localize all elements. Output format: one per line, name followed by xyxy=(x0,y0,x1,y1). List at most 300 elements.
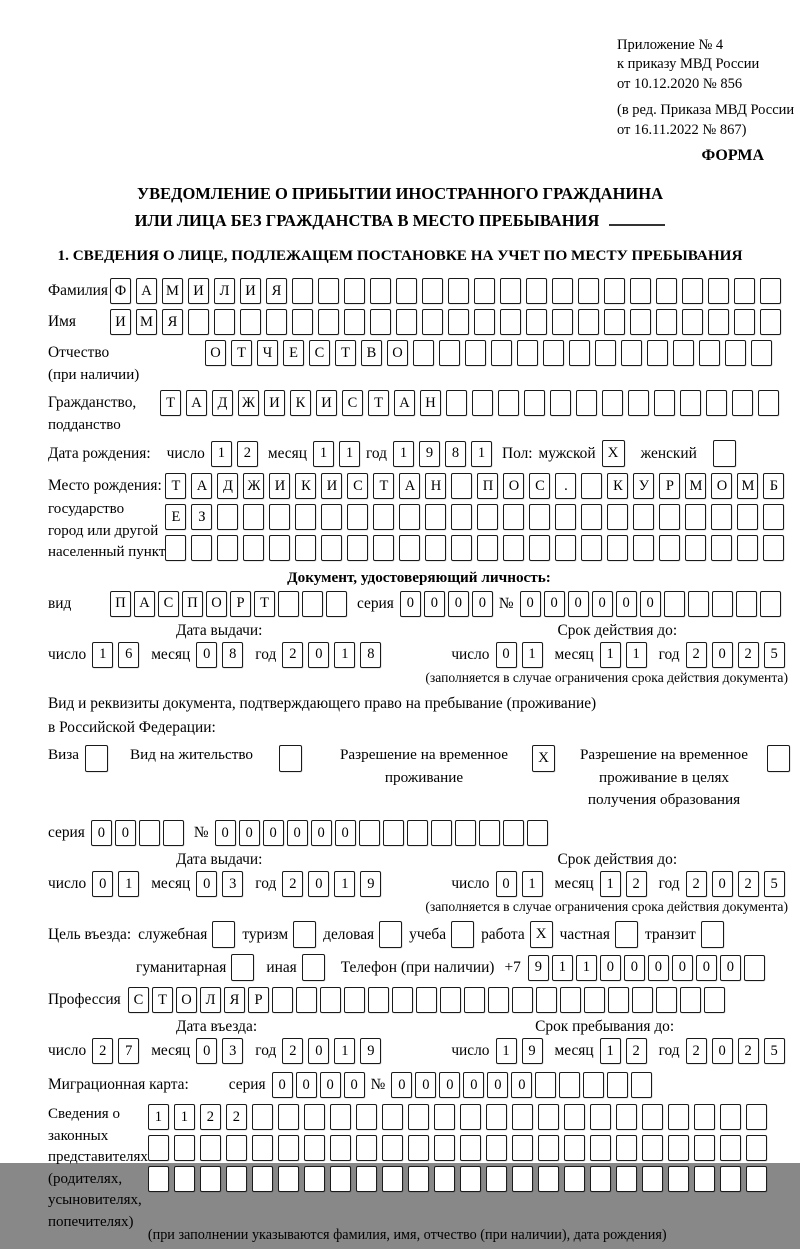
char-cell[interactable] xyxy=(680,987,701,1013)
char-cell[interactable] xyxy=(330,1166,351,1192)
char-cell[interactable] xyxy=(621,340,642,366)
char-cell[interactable] xyxy=(460,1135,481,1161)
char-cell[interactable] xyxy=(408,1135,429,1161)
char-cell[interactable] xyxy=(694,1135,715,1161)
char-cell[interactable] xyxy=(269,535,290,561)
char-cell[interactable] xyxy=(304,1135,325,1161)
char-cell[interactable] xyxy=(396,309,417,335)
char-cell[interactable]: 0 xyxy=(92,871,113,897)
char-cell[interactable] xyxy=(656,309,677,335)
char-cell[interactable]: 0 xyxy=(424,591,445,617)
char-cell[interactable]: М xyxy=(136,309,157,335)
purpose-official-checkbox[interactable] xyxy=(212,921,235,948)
char-cell[interactable] xyxy=(529,504,550,530)
char-cell[interactable]: А xyxy=(186,390,207,416)
char-cell[interactable] xyxy=(451,473,472,499)
char-cell[interactable]: О xyxy=(205,340,226,366)
char-cell[interactable] xyxy=(751,340,772,366)
char-cell[interactable] xyxy=(416,987,437,1013)
char-cell[interactable] xyxy=(659,535,680,561)
char-cell[interactable] xyxy=(373,535,394,561)
char-cell[interactable] xyxy=(392,987,413,1013)
char-cell[interactable]: Ф xyxy=(110,278,131,304)
char-cell[interactable] xyxy=(370,309,391,335)
temp-residence-checkbox[interactable]: X xyxy=(532,745,555,772)
char-cell[interactable]: 0 xyxy=(472,591,493,617)
char-cell[interactable]: Ч xyxy=(257,340,278,366)
char-cell[interactable]: 1 xyxy=(552,955,573,981)
char-cell[interactable] xyxy=(560,987,581,1013)
char-cell[interactable]: Т xyxy=(373,473,394,499)
char-cell[interactable]: 1 xyxy=(496,1038,517,1064)
char-cell[interactable]: Я xyxy=(162,309,183,335)
purpose-transit-checkbox[interactable] xyxy=(701,921,724,948)
char-cell[interactable] xyxy=(304,1104,325,1130)
char-cell[interactable] xyxy=(486,1166,507,1192)
char-cell[interactable]: 0 xyxy=(196,642,217,668)
char-cell[interactable]: 0 xyxy=(311,820,332,846)
char-cell[interactable] xyxy=(711,535,732,561)
char-cell[interactable] xyxy=(368,987,389,1013)
char-cell[interactable] xyxy=(434,1135,455,1161)
char-cell[interactable]: 0 xyxy=(91,820,112,846)
char-cell[interactable] xyxy=(479,820,500,846)
char-cell[interactable] xyxy=(356,1166,377,1192)
char-cell[interactable]: 2 xyxy=(738,642,759,668)
sex-female-checkbox[interactable] xyxy=(713,440,736,467)
char-cell[interactable]: Т xyxy=(152,987,173,1013)
char-cell[interactable] xyxy=(616,1135,637,1161)
char-cell[interactable] xyxy=(630,309,651,335)
char-cell[interactable] xyxy=(512,1135,533,1161)
char-cell[interactable] xyxy=(656,987,677,1013)
char-cell[interactable]: Т xyxy=(368,390,389,416)
char-cell[interactable] xyxy=(431,820,452,846)
char-cell[interactable] xyxy=(654,390,675,416)
char-cell[interactable] xyxy=(744,955,765,981)
char-cell[interactable]: Ж xyxy=(243,473,264,499)
char-cell[interactable]: 1 xyxy=(334,642,355,668)
char-cell[interactable] xyxy=(746,1104,767,1130)
char-cell[interactable] xyxy=(664,591,685,617)
char-cell[interactable]: Д xyxy=(212,390,233,416)
char-cell[interactable] xyxy=(252,1104,273,1130)
char-cell[interactable] xyxy=(383,820,404,846)
char-cell[interactable]: 0 xyxy=(287,820,308,846)
char-cell[interactable] xyxy=(477,504,498,530)
char-cell[interactable] xyxy=(694,1166,715,1192)
char-cell[interactable]: 1 xyxy=(118,871,139,897)
char-cell[interactable] xyxy=(139,820,160,846)
char-cell[interactable]: 1 xyxy=(211,441,232,467)
char-cell[interactable]: Я xyxy=(224,987,245,1013)
char-cell[interactable] xyxy=(500,278,521,304)
char-cell[interactable]: 2 xyxy=(686,1038,707,1064)
char-cell[interactable]: М xyxy=(737,473,758,499)
char-cell[interactable] xyxy=(477,535,498,561)
char-cell[interactable]: 0 xyxy=(544,591,565,617)
residence-permit-checkbox[interactable] xyxy=(279,745,302,772)
char-cell[interactable]: 8 xyxy=(222,642,243,668)
char-cell[interactable]: 9 xyxy=(360,1038,381,1064)
char-cell[interactable]: 2 xyxy=(686,871,707,897)
char-cell[interactable] xyxy=(455,820,476,846)
char-cell[interactable] xyxy=(226,1166,247,1192)
purpose-work-checkbox[interactable]: X xyxy=(530,921,553,948)
char-cell[interactable]: 1 xyxy=(174,1104,195,1130)
char-cell[interactable]: 2 xyxy=(282,871,303,897)
char-cell[interactable] xyxy=(491,340,512,366)
char-cell[interactable] xyxy=(708,278,729,304)
char-cell[interactable]: 9 xyxy=(419,441,440,467)
char-cell[interactable]: 0 xyxy=(391,1072,412,1098)
char-cell[interactable]: 1 xyxy=(393,441,414,467)
char-cell[interactable] xyxy=(607,535,628,561)
char-cell[interactable] xyxy=(704,987,725,1013)
char-cell[interactable]: Е xyxy=(283,340,304,366)
char-cell[interactable]: 1 xyxy=(148,1104,169,1130)
char-cell[interactable]: П xyxy=(110,591,131,617)
char-cell[interactable]: А xyxy=(191,473,212,499)
char-cell[interactable]: 1 xyxy=(334,871,355,897)
char-cell[interactable] xyxy=(472,390,493,416)
char-cell[interactable]: О xyxy=(503,473,524,499)
char-cell[interactable] xyxy=(295,535,316,561)
char-cell[interactable]: 0 xyxy=(415,1072,436,1098)
char-cell[interactable] xyxy=(474,278,495,304)
char-cell[interactable] xyxy=(632,987,653,1013)
char-cell[interactable] xyxy=(706,390,727,416)
char-cell[interactable] xyxy=(382,1104,403,1130)
char-cell[interactable] xyxy=(347,535,368,561)
char-cell[interactable]: 0 xyxy=(400,591,421,617)
char-cell[interactable] xyxy=(486,1104,507,1130)
char-cell[interactable] xyxy=(576,390,597,416)
char-cell[interactable] xyxy=(413,340,434,366)
char-cell[interactable]: 0 xyxy=(344,1072,365,1098)
char-cell[interactable]: 0 xyxy=(568,591,589,617)
char-cell[interactable] xyxy=(464,987,485,1013)
char-cell[interactable]: И xyxy=(240,278,261,304)
char-cell[interactable] xyxy=(240,309,261,335)
char-cell[interactable] xyxy=(535,1072,556,1098)
char-cell[interactable]: 2 xyxy=(282,642,303,668)
char-cell[interactable] xyxy=(214,309,235,335)
char-cell[interactable] xyxy=(174,1135,195,1161)
char-cell[interactable] xyxy=(434,1166,455,1192)
char-cell[interactable] xyxy=(732,390,753,416)
char-cell[interactable] xyxy=(555,504,576,530)
char-cell[interactable]: К xyxy=(607,473,628,499)
char-cell[interactable] xyxy=(711,504,732,530)
char-cell[interactable] xyxy=(498,390,519,416)
char-cell[interactable] xyxy=(373,504,394,530)
char-cell[interactable]: Т xyxy=(165,473,186,499)
char-cell[interactable]: Р xyxy=(230,591,251,617)
char-cell[interactable]: 9 xyxy=(360,871,381,897)
char-cell[interactable]: М xyxy=(685,473,706,499)
char-cell[interactable] xyxy=(552,278,573,304)
char-cell[interactable] xyxy=(344,987,365,1013)
char-cell[interactable] xyxy=(642,1135,663,1161)
char-cell[interactable]: И xyxy=(264,390,285,416)
char-cell[interactable] xyxy=(460,1166,481,1192)
char-cell[interactable] xyxy=(604,278,625,304)
char-cell[interactable]: 5 xyxy=(764,642,785,668)
char-cell[interactable] xyxy=(642,1166,663,1192)
char-cell[interactable]: 0 xyxy=(712,642,733,668)
char-cell[interactable] xyxy=(616,1166,637,1192)
char-cell[interactable] xyxy=(474,309,495,335)
char-cell[interactable] xyxy=(543,340,564,366)
char-cell[interactable] xyxy=(595,340,616,366)
char-cell[interactable] xyxy=(330,1104,351,1130)
char-cell[interactable]: К xyxy=(295,473,316,499)
char-cell[interactable] xyxy=(292,309,313,335)
char-cell[interactable] xyxy=(296,987,317,1013)
char-cell[interactable] xyxy=(503,504,524,530)
char-cell[interactable] xyxy=(269,504,290,530)
char-cell[interactable] xyxy=(425,504,446,530)
char-cell[interactable]: Р xyxy=(659,473,680,499)
char-cell[interactable] xyxy=(399,504,420,530)
char-cell[interactable] xyxy=(439,340,460,366)
char-cell[interactable] xyxy=(517,340,538,366)
char-cell[interactable] xyxy=(763,504,784,530)
char-cell[interactable]: 2 xyxy=(282,1038,303,1064)
char-cell[interactable]: А xyxy=(136,278,157,304)
char-cell[interactable]: 0 xyxy=(712,871,733,897)
char-cell[interactable]: 0 xyxy=(320,1072,341,1098)
char-cell[interactable] xyxy=(200,1166,221,1192)
char-cell[interactable] xyxy=(630,278,651,304)
char-cell[interactable] xyxy=(446,390,467,416)
char-cell[interactable]: О xyxy=(711,473,732,499)
char-cell[interactable] xyxy=(465,340,486,366)
char-cell[interactable] xyxy=(344,309,365,335)
visa-checkbox[interactable] xyxy=(85,745,108,772)
char-cell[interactable] xyxy=(763,535,784,561)
char-cell[interactable] xyxy=(552,309,573,335)
char-cell[interactable]: П xyxy=(477,473,498,499)
char-cell[interactable]: 0 xyxy=(335,820,356,846)
char-cell[interactable] xyxy=(422,278,443,304)
char-cell[interactable] xyxy=(633,504,654,530)
char-cell[interactable]: Ж xyxy=(238,390,259,416)
char-cell[interactable] xyxy=(318,278,339,304)
char-cell[interactable]: 2 xyxy=(200,1104,221,1130)
char-cell[interactable] xyxy=(407,820,428,846)
char-cell[interactable] xyxy=(760,309,781,335)
char-cell[interactable]: И xyxy=(316,390,337,416)
char-cell[interactable] xyxy=(737,535,758,561)
char-cell[interactable] xyxy=(538,1135,559,1161)
char-cell[interactable] xyxy=(758,390,779,416)
char-cell[interactable]: . xyxy=(555,473,576,499)
char-cell[interactable] xyxy=(608,987,629,1013)
char-cell[interactable] xyxy=(555,535,576,561)
char-cell[interactable] xyxy=(226,1135,247,1161)
char-cell[interactable]: У xyxy=(633,473,654,499)
purpose-humanitarian-checkbox[interactable] xyxy=(231,954,254,981)
char-cell[interactable]: 9 xyxy=(522,1038,543,1064)
char-cell[interactable]: 0 xyxy=(439,1072,460,1098)
char-cell[interactable] xyxy=(526,309,547,335)
char-cell[interactable]: 0 xyxy=(448,591,469,617)
char-cell[interactable] xyxy=(448,278,469,304)
char-cell[interactable]: 3 xyxy=(222,871,243,897)
char-cell[interactable] xyxy=(326,591,347,617)
char-cell[interactable]: К xyxy=(290,390,311,416)
char-cell[interactable]: 0 xyxy=(215,820,236,846)
char-cell[interactable] xyxy=(642,1104,663,1130)
char-cell[interactable]: Т xyxy=(254,591,275,617)
char-cell[interactable] xyxy=(564,1104,585,1130)
char-cell[interactable] xyxy=(266,309,287,335)
char-cell[interactable]: Т xyxy=(335,340,356,366)
char-cell[interactable]: 1 xyxy=(339,441,360,467)
char-cell[interactable] xyxy=(408,1104,429,1130)
sex-male-checkbox[interactable]: X xyxy=(602,440,625,467)
char-cell[interactable] xyxy=(217,535,238,561)
char-cell[interactable]: 0 xyxy=(640,591,661,617)
char-cell[interactable] xyxy=(382,1135,403,1161)
char-cell[interactable] xyxy=(720,1166,741,1192)
char-cell[interactable] xyxy=(191,535,212,561)
char-cell[interactable]: 0 xyxy=(272,1072,293,1098)
char-cell[interactable] xyxy=(188,309,209,335)
purpose-other-checkbox[interactable] xyxy=(302,954,325,981)
char-cell[interactable]: И xyxy=(110,309,131,335)
char-cell[interactable] xyxy=(736,591,757,617)
char-cell[interactable]: 1 xyxy=(626,642,647,668)
char-cell[interactable]: 6 xyxy=(118,642,139,668)
char-cell[interactable]: 5 xyxy=(764,871,785,897)
char-cell[interactable] xyxy=(569,340,590,366)
char-cell[interactable] xyxy=(370,278,391,304)
char-cell[interactable] xyxy=(590,1104,611,1130)
purpose-study-checkbox[interactable] xyxy=(451,921,474,948)
char-cell[interactable]: 0 xyxy=(263,820,284,846)
char-cell[interactable]: Я xyxy=(266,278,287,304)
char-cell[interactable] xyxy=(712,591,733,617)
char-cell[interactable]: И xyxy=(321,473,342,499)
char-cell[interactable]: 1 xyxy=(313,441,334,467)
char-cell[interactable] xyxy=(584,987,605,1013)
char-cell[interactable]: 1 xyxy=(600,871,621,897)
char-cell[interactable] xyxy=(503,820,524,846)
char-cell[interactable] xyxy=(538,1166,559,1192)
char-cell[interactable]: Н xyxy=(420,390,441,416)
char-cell[interactable] xyxy=(524,390,545,416)
char-cell[interactable]: 0 xyxy=(720,955,741,981)
char-cell[interactable]: 0 xyxy=(196,871,217,897)
char-cell[interactable] xyxy=(292,278,313,304)
char-cell[interactable] xyxy=(746,1166,767,1192)
char-cell[interactable] xyxy=(500,309,521,335)
char-cell[interactable] xyxy=(527,820,548,846)
char-cell[interactable] xyxy=(737,504,758,530)
char-cell[interactable]: С xyxy=(309,340,330,366)
char-cell[interactable] xyxy=(512,1166,533,1192)
char-cell[interactable] xyxy=(616,1104,637,1130)
char-cell[interactable]: 1 xyxy=(522,871,543,897)
char-cell[interactable] xyxy=(590,1166,611,1192)
char-cell[interactable] xyxy=(581,535,602,561)
char-cell[interactable]: Н xyxy=(425,473,446,499)
char-cell[interactable] xyxy=(200,1135,221,1161)
char-cell[interactable] xyxy=(148,1166,169,1192)
char-cell[interactable]: 1 xyxy=(92,642,113,668)
char-cell[interactable]: 2 xyxy=(626,1038,647,1064)
char-cell[interactable]: 0 xyxy=(648,955,669,981)
char-cell[interactable] xyxy=(685,504,706,530)
char-cell[interactable]: 1 xyxy=(600,642,621,668)
char-cell[interactable] xyxy=(529,535,550,561)
char-cell[interactable] xyxy=(631,1072,652,1098)
char-cell[interactable] xyxy=(583,1072,604,1098)
char-cell[interactable]: 0 xyxy=(496,871,517,897)
char-cell[interactable]: А xyxy=(399,473,420,499)
char-cell[interactable] xyxy=(278,591,299,617)
char-cell[interactable] xyxy=(536,987,557,1013)
char-cell[interactable] xyxy=(578,309,599,335)
char-cell[interactable] xyxy=(486,1135,507,1161)
char-cell[interactable] xyxy=(602,390,623,416)
char-cell[interactable]: О xyxy=(176,987,197,1013)
char-cell[interactable]: 0 xyxy=(115,820,136,846)
char-cell[interactable]: Л xyxy=(200,987,221,1013)
char-cell[interactable] xyxy=(734,278,755,304)
char-cell[interactable]: 0 xyxy=(308,871,329,897)
char-cell[interactable]: О xyxy=(387,340,408,366)
char-cell[interactable]: С xyxy=(158,591,179,617)
char-cell[interactable]: 0 xyxy=(239,820,260,846)
char-cell[interactable]: 2 xyxy=(92,1038,113,1064)
char-cell[interactable] xyxy=(330,1135,351,1161)
char-cell[interactable]: 0 xyxy=(672,955,693,981)
purpose-private-checkbox[interactable] xyxy=(615,921,638,948)
char-cell[interactable]: О xyxy=(206,591,227,617)
char-cell[interactable] xyxy=(760,591,781,617)
char-cell[interactable] xyxy=(746,1135,767,1161)
char-cell[interactable] xyxy=(252,1166,273,1192)
char-cell[interactable]: 0 xyxy=(308,642,329,668)
char-cell[interactable] xyxy=(295,504,316,530)
char-cell[interactable] xyxy=(440,987,461,1013)
char-cell[interactable] xyxy=(320,987,341,1013)
char-cell[interactable] xyxy=(564,1135,585,1161)
char-cell[interactable]: 0 xyxy=(487,1072,508,1098)
char-cell[interactable]: 1 xyxy=(522,642,543,668)
char-cell[interactable]: П xyxy=(182,591,203,617)
char-cell[interactable] xyxy=(720,1135,741,1161)
char-cell[interactable] xyxy=(243,535,264,561)
char-cell[interactable] xyxy=(272,987,293,1013)
char-cell[interactable]: А xyxy=(134,591,155,617)
char-cell[interactable]: 0 xyxy=(712,1038,733,1064)
char-cell[interactable] xyxy=(382,1166,403,1192)
char-cell[interactable] xyxy=(688,591,709,617)
char-cell[interactable] xyxy=(451,504,472,530)
char-cell[interactable] xyxy=(720,1104,741,1130)
char-cell[interactable] xyxy=(425,535,446,561)
char-cell[interactable] xyxy=(668,1135,689,1161)
char-cell[interactable] xyxy=(647,340,668,366)
char-cell[interactable] xyxy=(278,1166,299,1192)
char-cell[interactable]: И xyxy=(269,473,290,499)
char-cell[interactable] xyxy=(760,278,781,304)
